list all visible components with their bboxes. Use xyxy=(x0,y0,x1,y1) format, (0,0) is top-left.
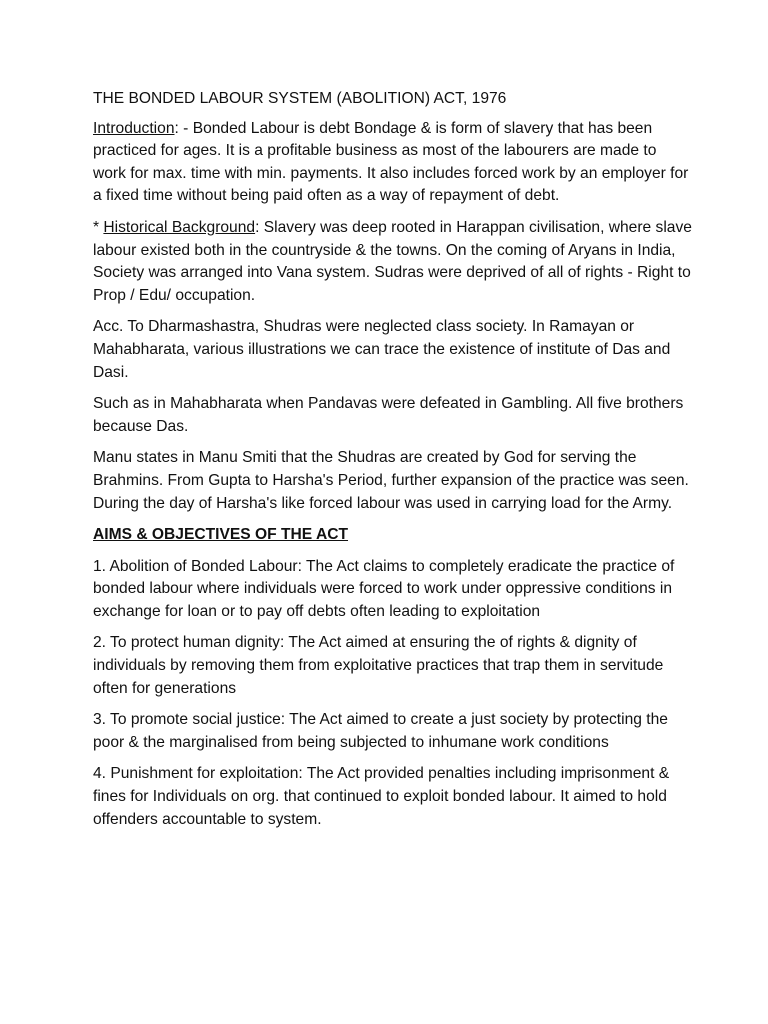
paragraph-mahabharata: Such as in Mahabharata when Pandavas were defeated in Gambling. All five brothers because Das. xyxy=(93,395,684,435)
aim-item-1: 1. Abolition of Bonded Labour: The Act claims to completely eradicate the practice of bonded labour where individuals were forced to work under oppressive conditions in exchange for loan or to pay off debts often leading to exploitation xyxy=(93,557,675,620)
intro-text: : - Bonded Labour is debt Bondage & is form of slavery that has been practiced for ages. It is a profitable business as most of the labourers are made to work for max. time with min. payments. It also includes forced work by an employer for a fixed time without being paid often as a way of repayment of debt. xyxy=(93,119,689,205)
paragraph-dharmashastra: Acc. To Dharmashastra, Shudras were neglected class society. In Ramayan or Mahabharata, various illustrations we can trace the existence of institute of Das and Dasi. xyxy=(93,318,671,381)
aim-item-4: 4. Punishment for exploitation: The Act provided penalties including imprisonment & fines for Individuals on org. that continued to exploit bonded labour. It aimed to hold offenders accountable to system. xyxy=(93,765,670,828)
intro-paragraph xyxy=(93,118,693,208)
history-prefix: * xyxy=(93,218,104,236)
aim-item-2: 2. To protect human dignity: The Act aimed at ensuring the of rights & dignity of individuals by removing them from exploitative practices that trap them in servitude often for generations xyxy=(93,634,664,697)
history-paragraph xyxy=(93,217,693,307)
aims-heading: AIMS & OBJECTIVES OF THE ACT xyxy=(93,526,349,544)
paragraph-manu-smiti: Manu states in Manu Smiti that the Shudras are created by God for serving the Brahmins. From Gupta to Harsha's Period, further expansion of the practice was seen. During the day of Harsha's like forced labour was used in carrying load for the Army. xyxy=(93,449,689,512)
document-title: THE BONDED LABOUR SYSTEM (ABOLITION) ACT, 1976 xyxy=(93,90,507,107)
history-label: Historical Background xyxy=(103,218,256,236)
intro-label: Introduction xyxy=(93,119,175,137)
aim-item-3: 3. To promote social justice: The Act aimed to create a just society by protecting the poor & the marginalised from being subjected to inhumane work conditions xyxy=(93,711,668,751)
document-page xyxy=(93,88,693,840)
history-text: : Slavery was deep rooted in Harappan civilisation, where slave labour existed both in the countryside & the towns. On the coming of Aryans in India, Society was arranged into Vana system. Sudras were deprived of all of rights - Right to Prop / Edu/ occupation. xyxy=(93,218,692,304)
